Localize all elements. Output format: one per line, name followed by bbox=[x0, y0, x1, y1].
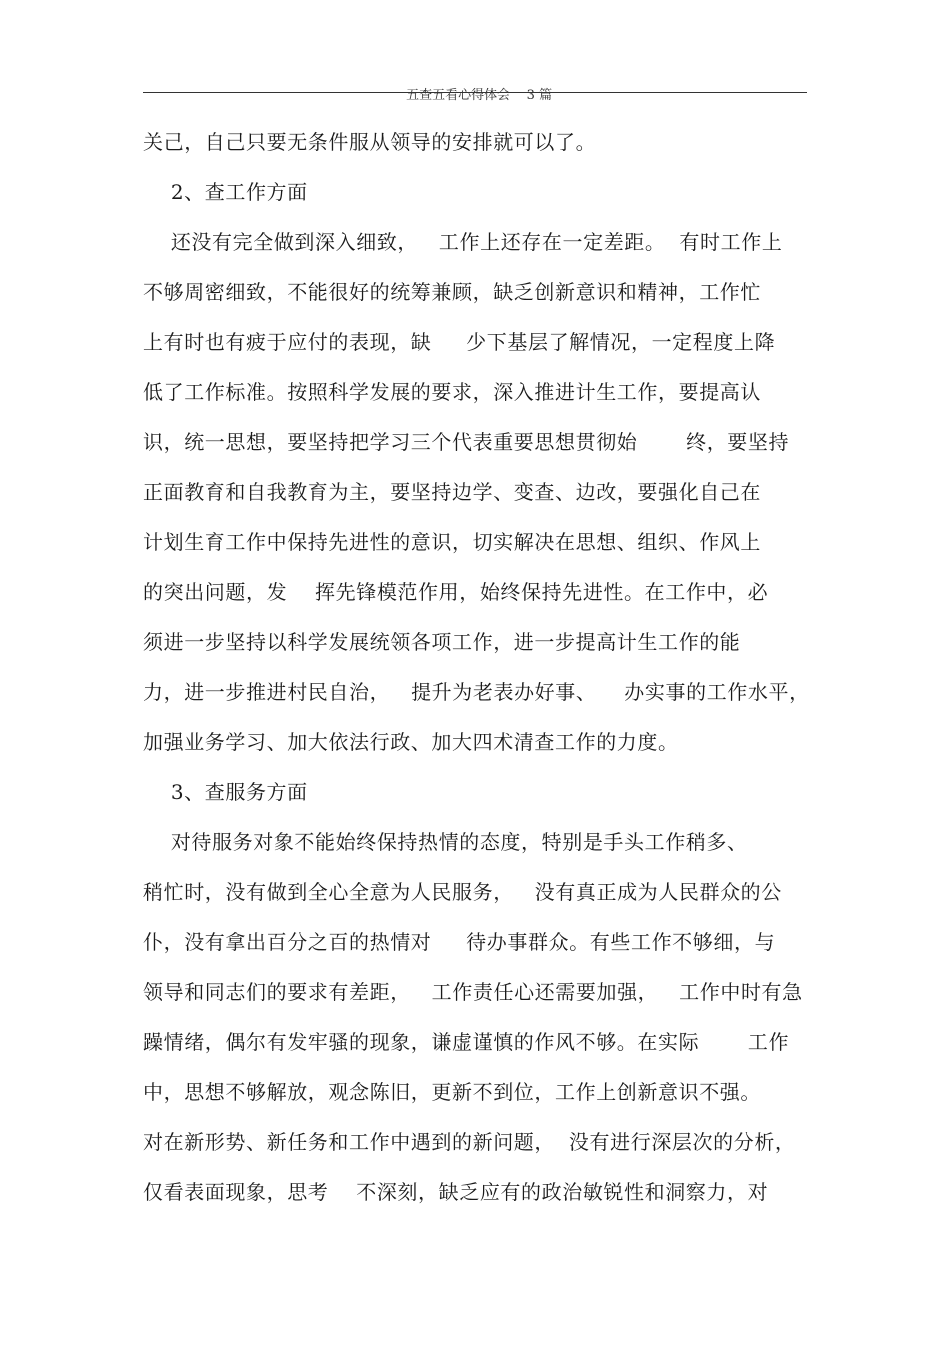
body-line: 的突出问题，发 挥先锋模范作用，始终保持先进性。在工作中，必 bbox=[143, 580, 769, 604]
body-line: 识，统一思想，要坚持把学习三个代表重要思想贯彻始 终，要坚持 bbox=[143, 430, 790, 454]
page-header bbox=[143, 66, 807, 103]
body-line: 须进一步坚持以科学发展统领各项工作，进一步提高计生工作的能 bbox=[143, 630, 741, 654]
body-line: 中，思想不够解放，观念陈旧，更新不到位，工作上创新意识不强。 bbox=[143, 1080, 761, 1104]
section-heading: 2、查工作方面 bbox=[143, 180, 308, 204]
body-line: 仅看表面现象，思考 不深刻，缺乏应有的政治敏锐性和洞察力，对 bbox=[143, 1180, 769, 1204]
page-header-title: 五查五看心得体会 3 篇 bbox=[406, 88, 553, 103]
body-line: 对待服务对象不能始终保持热情的态度，特别是手头工作稍多、 bbox=[143, 830, 748, 854]
body-line: 计划生育工作中保持先进性的意识，切实解决在思想、组织、作风上 bbox=[143, 530, 761, 554]
body-line: 不够周密细致，不能很好的统筹兼顾，缺乏创新意识和精神，工作忙 bbox=[143, 280, 761, 304]
body-line: 低了工作标准。按照科学发展的要求，深入推进计生工作，要提高认 bbox=[143, 380, 761, 404]
body-line: 仆，没有拿出百分之百的热情对 待办事群众。有些工作不够细，与 bbox=[143, 930, 776, 954]
body-line: 对在新形势、新任务和工作中遇到的新问题， 没有进行深层次的分析， bbox=[143, 1130, 796, 1154]
body-line: 正面教育和自我教育为主，要坚持边学、变查、边改，要强化自己在 bbox=[143, 480, 761, 504]
body-line: 上有时也有疲于应付的表现，缺 少下基层了解情况，一定程度上降 bbox=[143, 330, 776, 354]
body-line: 还没有完全做到深入细致， 工作上还存在一定差距。 有时工作上 bbox=[143, 230, 783, 254]
body-line: 躁情绪，偶尔有发牢骚的现象，谦虚谨慎的作风不够。在实际 工作 bbox=[143, 1030, 790, 1054]
body-line: 力，进一步推进村民自治， 提升为老表办好事、 办实事的工作水平， bbox=[143, 680, 810, 704]
section-heading: 3、查服务方面 bbox=[143, 780, 308, 804]
body-line: 领导和同志们的要求有差距， 工作责任心还需要加强， 工作中时有急 bbox=[143, 980, 803, 1004]
body-line: 加强业务学习、加大依法行政、加大四术清查工作的力度。 bbox=[143, 730, 679, 754]
body-line: 关己，自己只要无条件服从领导的安排就可以了。 bbox=[143, 130, 597, 154]
body-line: 稍忙时，没有做到全心全意为人民服务， 没有真正成为人民群众的公 bbox=[143, 880, 782, 904]
